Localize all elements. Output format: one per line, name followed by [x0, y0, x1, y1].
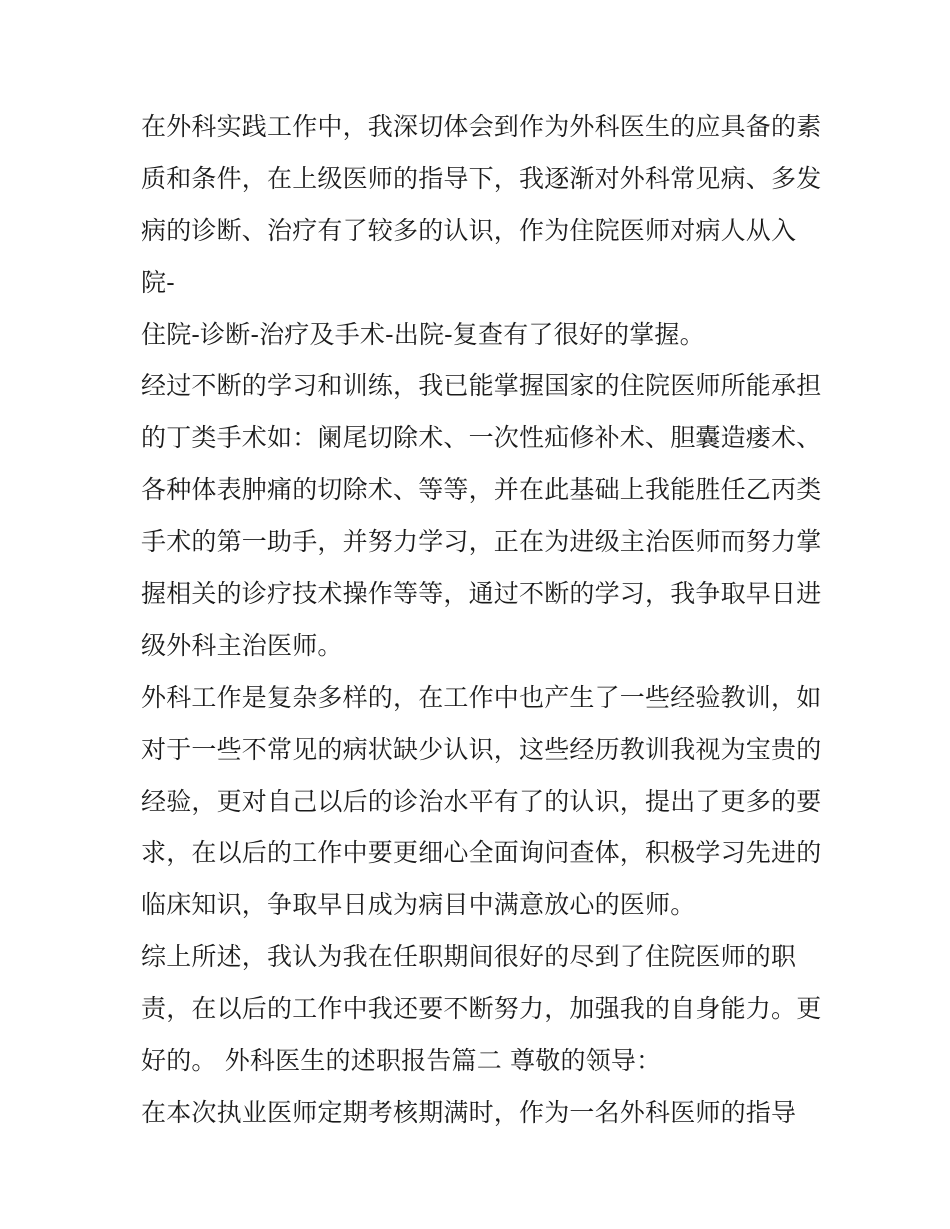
text-line: 在本次执业医师定期考核期满时，作为一名外科医师的指导: [141, 1097, 797, 1127]
text-line: 外科工作是复杂多样的，在工作中也产生了一些经验教训，如: [141, 682, 822, 712]
text-line: 级外科主治医师。: [141, 630, 343, 660]
text-line: 对于一些不常见的病状缺少认识，这些经历教训我视为宝贵的: [141, 734, 822, 764]
text-line: 手术的第一助手，并努力学习，正在为进级主治医师而努力掌: [141, 527, 822, 557]
text-line: 经过不断的学习和训练，我已能掌握国家的住院医师所能承担: [141, 371, 822, 401]
text-line: 好的。 外科医生的述职报告篇二 尊敬的领导：: [141, 1046, 662, 1076]
text-line: 责，在以后的工作中我还要不断努力，加强我的自身能力。更: [141, 994, 822, 1024]
text-line: 的丁类手术如：阑尾切除术、一次性疝修补术、胆囊造瘘术、: [141, 423, 822, 453]
text-line: 临床知识，争取早日成为病目中满意放心的医师。: [141, 890, 696, 920]
text-line: 病的诊断、治疗有了较多的认识，作为住院医师对病人从入: [141, 215, 797, 245]
text-line: 质和条件，在上级医师的指导下，我逐渐对外科常见病、多发: [141, 163, 822, 193]
text-line: 各种体表肿痛的切除术、等等，并在此基础上我能胜任乙丙类: [141, 475, 822, 505]
text-line: 握相关的诊疗技术操作等等，通过不断的学习，我争取早日进: [141, 579, 822, 609]
text-line: 住院-诊断-治疗及手术-出院-复查有了很好的掌握。: [141, 319, 705, 349]
text-line: 经验，更对自己以后的诊治水平有了的认识，提出了更多的要: [141, 786, 822, 816]
document-body: [141, 108, 841, 1146]
text-line: 求，在以后的工作中要更细心全面询问查体，积极学习先进的: [141, 838, 822, 868]
text-line: 综上所述，我认为我在任职期间很好的尽到了住院医师的职: [141, 942, 797, 972]
text-line: 在外科实践工作中，我深切体会到作为外科医生的应具备的素: [141, 112, 822, 141]
text-line: 院-: [141, 267, 175, 297]
